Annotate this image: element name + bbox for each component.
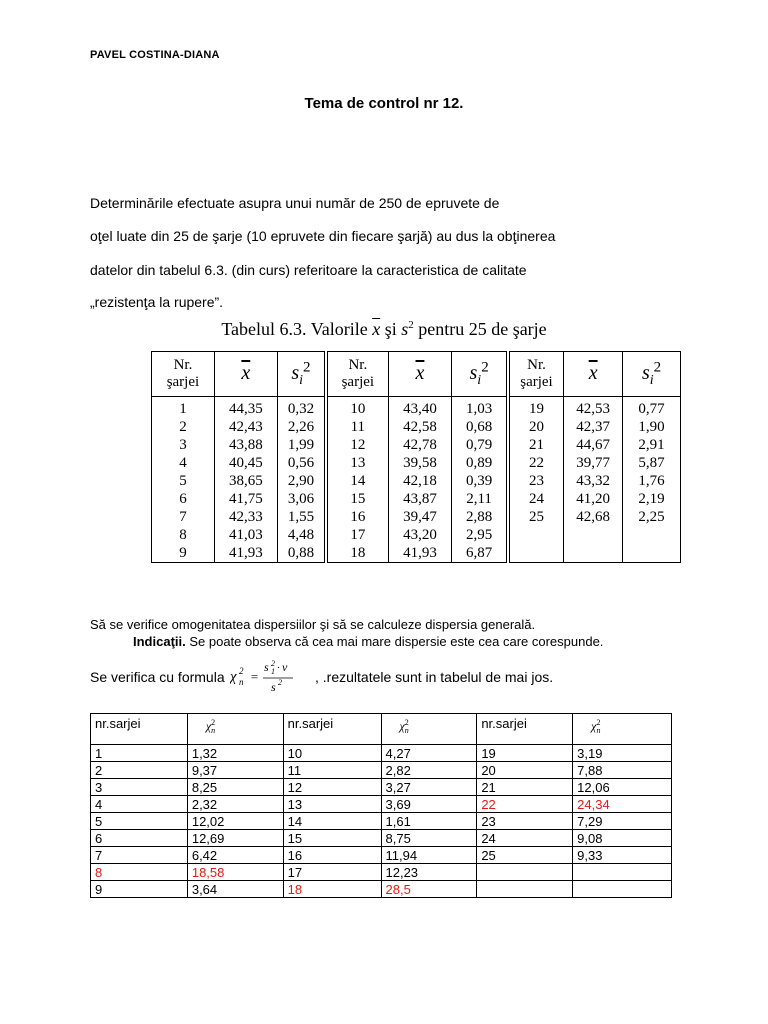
table2-row bbox=[91, 830, 672, 847]
svg-text:χ: χ bbox=[230, 669, 237, 685]
table2-cell: 6,42 bbox=[187, 847, 283, 864]
table1-cell: 5,87 bbox=[623, 454, 681, 472]
table2-cell: 12,69 bbox=[187, 830, 283, 847]
table1-cell bbox=[508, 526, 564, 544]
table1-cell: 2,19 bbox=[623, 490, 681, 508]
table1-cell: 42,33 bbox=[214, 508, 277, 526]
intro-line-4: „rezistenţa la rupere”. bbox=[90, 294, 224, 310]
header-chi-square: $\chi^2_n$ bbox=[381, 714, 477, 745]
table2-cell bbox=[573, 864, 672, 881]
table1-cell: 44,67 bbox=[564, 436, 623, 454]
table2-cell: 4,27 bbox=[381, 745, 477, 762]
table2-cell: 3,69 bbox=[381, 796, 477, 813]
table2-cell: 12,02 bbox=[187, 813, 283, 830]
table2-cell bbox=[573, 881, 672, 898]
table1-cell: 22 bbox=[508, 454, 564, 472]
table1-row bbox=[152, 490, 681, 508]
header-nr-sarjei: nr.sarjei bbox=[477, 714, 573, 745]
table2-cell: 8,25 bbox=[187, 779, 283, 796]
formula-intro: Se verifica cu formula bbox=[90, 669, 225, 685]
table1-row bbox=[152, 526, 681, 544]
svg-text:n: n bbox=[239, 677, 244, 687]
table1-row bbox=[152, 508, 681, 526]
table2-cell: 6 bbox=[91, 830, 188, 847]
table1-cell: 2,95 bbox=[452, 526, 508, 544]
table2-cell: 24,34 bbox=[573, 796, 672, 813]
table1-cell: 42,43 bbox=[214, 418, 277, 436]
table2-cell: 22 bbox=[477, 796, 573, 813]
svg-text:2: 2 bbox=[239, 666, 244, 676]
table2-cell: 9,08 bbox=[573, 830, 672, 847]
table1-cell: 0,77 bbox=[623, 397, 681, 419]
table1-cell: 43,32 bbox=[564, 472, 623, 490]
table1-row bbox=[152, 418, 681, 436]
table2-cell: 1,32 bbox=[187, 745, 283, 762]
table1-cell: 16 bbox=[326, 508, 388, 526]
table1-cell: 2,26 bbox=[277, 418, 326, 436]
table1-row bbox=[152, 397, 681, 419]
svg-text:s: s bbox=[271, 680, 276, 694]
table2-cell: 14 bbox=[283, 813, 381, 830]
table2-cell: 3,64 bbox=[187, 881, 283, 898]
table2-row bbox=[91, 881, 672, 898]
table1-cell: 42,53 bbox=[564, 397, 623, 419]
formula-graphic bbox=[230, 659, 316, 695]
table2-row bbox=[91, 762, 672, 779]
table1-cell: 8 bbox=[152, 526, 215, 544]
table1-cell: 17 bbox=[326, 526, 388, 544]
page-title: Tema de control nr 12. bbox=[304, 95, 464, 112]
table2-cell: 24 bbox=[477, 830, 573, 847]
table1-cell: 1,99 bbox=[277, 436, 326, 454]
table1-cell: 19 bbox=[508, 397, 564, 419]
table1-cell: 2,91 bbox=[623, 436, 681, 454]
table1-cell: 42,58 bbox=[388, 418, 452, 436]
svg-text:2: 2 bbox=[278, 678, 282, 687]
table1-cell: 41,20 bbox=[564, 490, 623, 508]
table1-row bbox=[152, 472, 681, 490]
table1-cell: 39,77 bbox=[564, 454, 623, 472]
svg-text:=: = bbox=[250, 669, 259, 684]
verify-text: Să se verifice omogenitatea dispersiilor şi să se calculeze dispersia generală. bbox=[90, 617, 536, 632]
table2-cell: 9 bbox=[91, 881, 188, 898]
svg-text:2: 2 bbox=[271, 659, 275, 668]
table1-cell: 7 bbox=[152, 508, 215, 526]
table1-cell: 2,88 bbox=[452, 508, 508, 526]
header-nr-sarjei: nr.sarjei bbox=[91, 714, 188, 745]
table1-cell: 41,93 bbox=[388, 544, 452, 563]
table1-cell: 42,78 bbox=[388, 436, 452, 454]
table1-cell: 2,11 bbox=[452, 490, 508, 508]
table1-cell: 5 bbox=[152, 472, 215, 490]
table2-cell: 7 bbox=[91, 847, 188, 864]
table2-row bbox=[91, 779, 672, 796]
svg-text:ν: ν bbox=[282, 660, 288, 674]
table1-cell: 0,88 bbox=[277, 544, 326, 563]
table1-cell: 4 bbox=[152, 454, 215, 472]
table1-cell: 14 bbox=[326, 472, 388, 490]
chi-square-table bbox=[90, 713, 672, 898]
table2-row bbox=[91, 796, 672, 813]
table1-cell bbox=[564, 544, 623, 563]
hint-line: Indicaţii. Se poate observa că cea mai mare dispersie este cea care corespunde. bbox=[133, 634, 604, 649]
table1-cell: 39,47 bbox=[388, 508, 452, 526]
table2-cell: 1 bbox=[91, 745, 188, 762]
table2-cell: 21 bbox=[477, 779, 573, 796]
table1-cell: 11 bbox=[326, 418, 388, 436]
table1-cell: 1,03 bbox=[452, 397, 508, 419]
svg-text:1: 1 bbox=[271, 667, 275, 676]
table1-cell: 2,25 bbox=[623, 508, 681, 526]
table1-cell: 2 bbox=[152, 418, 215, 436]
formula-after: , .rezultatele sunt in tabelul de mai jos. bbox=[315, 669, 554, 685]
table1-cell: 10 bbox=[326, 397, 388, 419]
table1-cell: 41,75 bbox=[214, 490, 277, 508]
table1-cell: 1,76 bbox=[623, 472, 681, 490]
table1-cell: 40,45 bbox=[214, 454, 277, 472]
table2-cell: 28,5 bbox=[381, 881, 477, 898]
table1-cell: 0,79 bbox=[452, 436, 508, 454]
table1-cell: 1,55 bbox=[277, 508, 326, 526]
table1-cell: 25 bbox=[508, 508, 564, 526]
table1-cell: 13 bbox=[326, 454, 388, 472]
svg-text:·: · bbox=[277, 662, 280, 674]
table2-cell bbox=[477, 881, 573, 898]
table1-cell: 4,48 bbox=[277, 526, 326, 544]
table1-cell bbox=[508, 544, 564, 563]
table2-cell: 3,27 bbox=[381, 779, 477, 796]
table2-cell: 16 bbox=[283, 847, 381, 864]
table1-row bbox=[152, 544, 681, 563]
table1-cell: 42,68 bbox=[564, 508, 623, 526]
table2-cell: 2,32 bbox=[187, 796, 283, 813]
table1-cell bbox=[564, 526, 623, 544]
table2-cell: 8,75 bbox=[381, 830, 477, 847]
table2-cell: 12,06 bbox=[573, 779, 672, 796]
table2-cell: 5 bbox=[91, 813, 188, 830]
table2-cell: 17 bbox=[283, 864, 381, 881]
table2-cell: 11,94 bbox=[381, 847, 477, 864]
header-nr-sarjei: nr.sarjei bbox=[283, 714, 381, 745]
table1-cell: 38,65 bbox=[214, 472, 277, 490]
table1-cell bbox=[623, 544, 681, 563]
table2-cell: 19 bbox=[477, 745, 573, 762]
table1-cell: 0,89 bbox=[452, 454, 508, 472]
table2-cell: 25 bbox=[477, 847, 573, 864]
header-chi-square: $\chi^2_n$ bbox=[187, 714, 283, 745]
table2-cell: 7,88 bbox=[573, 762, 672, 779]
intro-line-2: oţel luate din 25 de şarje (10 epruvete din fiecare şarjă) au dus la obţinerea bbox=[90, 228, 556, 244]
table1-cell: 44,35 bbox=[214, 397, 277, 419]
svg-text:s: s bbox=[264, 660, 269, 674]
table2-cell: 18 bbox=[283, 881, 381, 898]
table2-cell: 1,61 bbox=[381, 813, 477, 830]
table1-cell: 41,93 bbox=[214, 544, 277, 563]
table2-cell: 10 bbox=[283, 745, 381, 762]
table1-cell: 3,06 bbox=[277, 490, 326, 508]
intro-line-3: datelor din tabelul 6.3. (din curs) referitoare la caracteristica de calitate bbox=[90, 262, 527, 278]
table2-cell: 2 bbox=[91, 762, 188, 779]
table1-header: Nr. şarjei $\overline{x}$ $s_i^2$ Nr. şarjei $\overline{x}$ $s_i^2$ Nr. şarjei $\overline{x}$ $s_i^2$ bbox=[152, 352, 681, 397]
table2-cell: 18,58 bbox=[187, 864, 283, 881]
table1-cell: 1 bbox=[152, 397, 215, 419]
table1-cell: 9 bbox=[152, 544, 215, 563]
table2-cell: 2,82 bbox=[381, 762, 477, 779]
table2-header bbox=[91, 714, 672, 745]
data-table-6-3 bbox=[151, 351, 681, 563]
table1-cell: 1,90 bbox=[623, 418, 681, 436]
table1-cell: 2,90 bbox=[277, 472, 326, 490]
table1-cell: 39,58 bbox=[388, 454, 452, 472]
table1-cell: 0,68 bbox=[452, 418, 508, 436]
table2-cell: 8 bbox=[91, 864, 188, 881]
table1-row bbox=[152, 436, 681, 454]
table1-cell: 43,20 bbox=[388, 526, 452, 544]
table1-cell: 6,87 bbox=[452, 544, 508, 563]
table1-cell: 20 bbox=[508, 418, 564, 436]
table2-row bbox=[91, 864, 672, 881]
header-chi-square: $\chi^2_n$ bbox=[573, 714, 672, 745]
table2-cell: 15 bbox=[283, 830, 381, 847]
table2-row bbox=[91, 847, 672, 864]
table1-cell: 23 bbox=[508, 472, 564, 490]
table1-cell bbox=[623, 526, 681, 544]
table1-cell: 3 bbox=[152, 436, 215, 454]
table2-row bbox=[91, 745, 672, 762]
chi-square-formula bbox=[230, 659, 316, 699]
table2-cell: 12,23 bbox=[381, 864, 477, 881]
table2-row bbox=[91, 813, 672, 830]
table1-cell: 6 bbox=[152, 490, 215, 508]
table2-cell: 12 bbox=[283, 779, 381, 796]
table2-cell: 4 bbox=[91, 796, 188, 813]
table1-cell: 18 bbox=[326, 544, 388, 563]
table2-cell: 3,19 bbox=[573, 745, 672, 762]
table1-cell: 43,40 bbox=[388, 397, 452, 419]
table2-cell: 20 bbox=[477, 762, 573, 779]
table1-row bbox=[152, 454, 681, 472]
table1-cell: 21 bbox=[508, 436, 564, 454]
table1-cell: 42,37 bbox=[564, 418, 623, 436]
table1-cell: 0,56 bbox=[277, 454, 326, 472]
intro-line-1: Determinările efectuate asupra unui număr de 250 de epruvete de bbox=[90, 195, 500, 211]
table1-cell: 24 bbox=[508, 490, 564, 508]
author-name: PAVEL COSTINA-DIANA bbox=[90, 49, 220, 61]
table2-cell bbox=[477, 864, 573, 881]
table2-cell: 9,37 bbox=[187, 762, 283, 779]
table2-cell: 13 bbox=[283, 796, 381, 813]
table2-cell: 3 bbox=[91, 779, 188, 796]
table1-cell: 12 bbox=[326, 436, 388, 454]
table1-cell: 41,03 bbox=[214, 526, 277, 544]
table2-cell: 7,29 bbox=[573, 813, 672, 830]
table1-cell: 0,39 bbox=[452, 472, 508, 490]
table2-cell: 11 bbox=[283, 762, 381, 779]
table1-cell: 43,88 bbox=[214, 436, 277, 454]
table1-cell: 42,18 bbox=[388, 472, 452, 490]
table-caption: Tabelul 6.3. Valorile $\overline{x}$ şi $s^2$ pentru 25 de şarje bbox=[221, 319, 547, 339]
table1-cell: 0,32 bbox=[277, 397, 326, 419]
table1-cell: 43,87 bbox=[388, 490, 452, 508]
table2-cell: 23 bbox=[477, 813, 573, 830]
table1-cell: 15 bbox=[326, 490, 388, 508]
table2-cell: 9,33 bbox=[573, 847, 672, 864]
